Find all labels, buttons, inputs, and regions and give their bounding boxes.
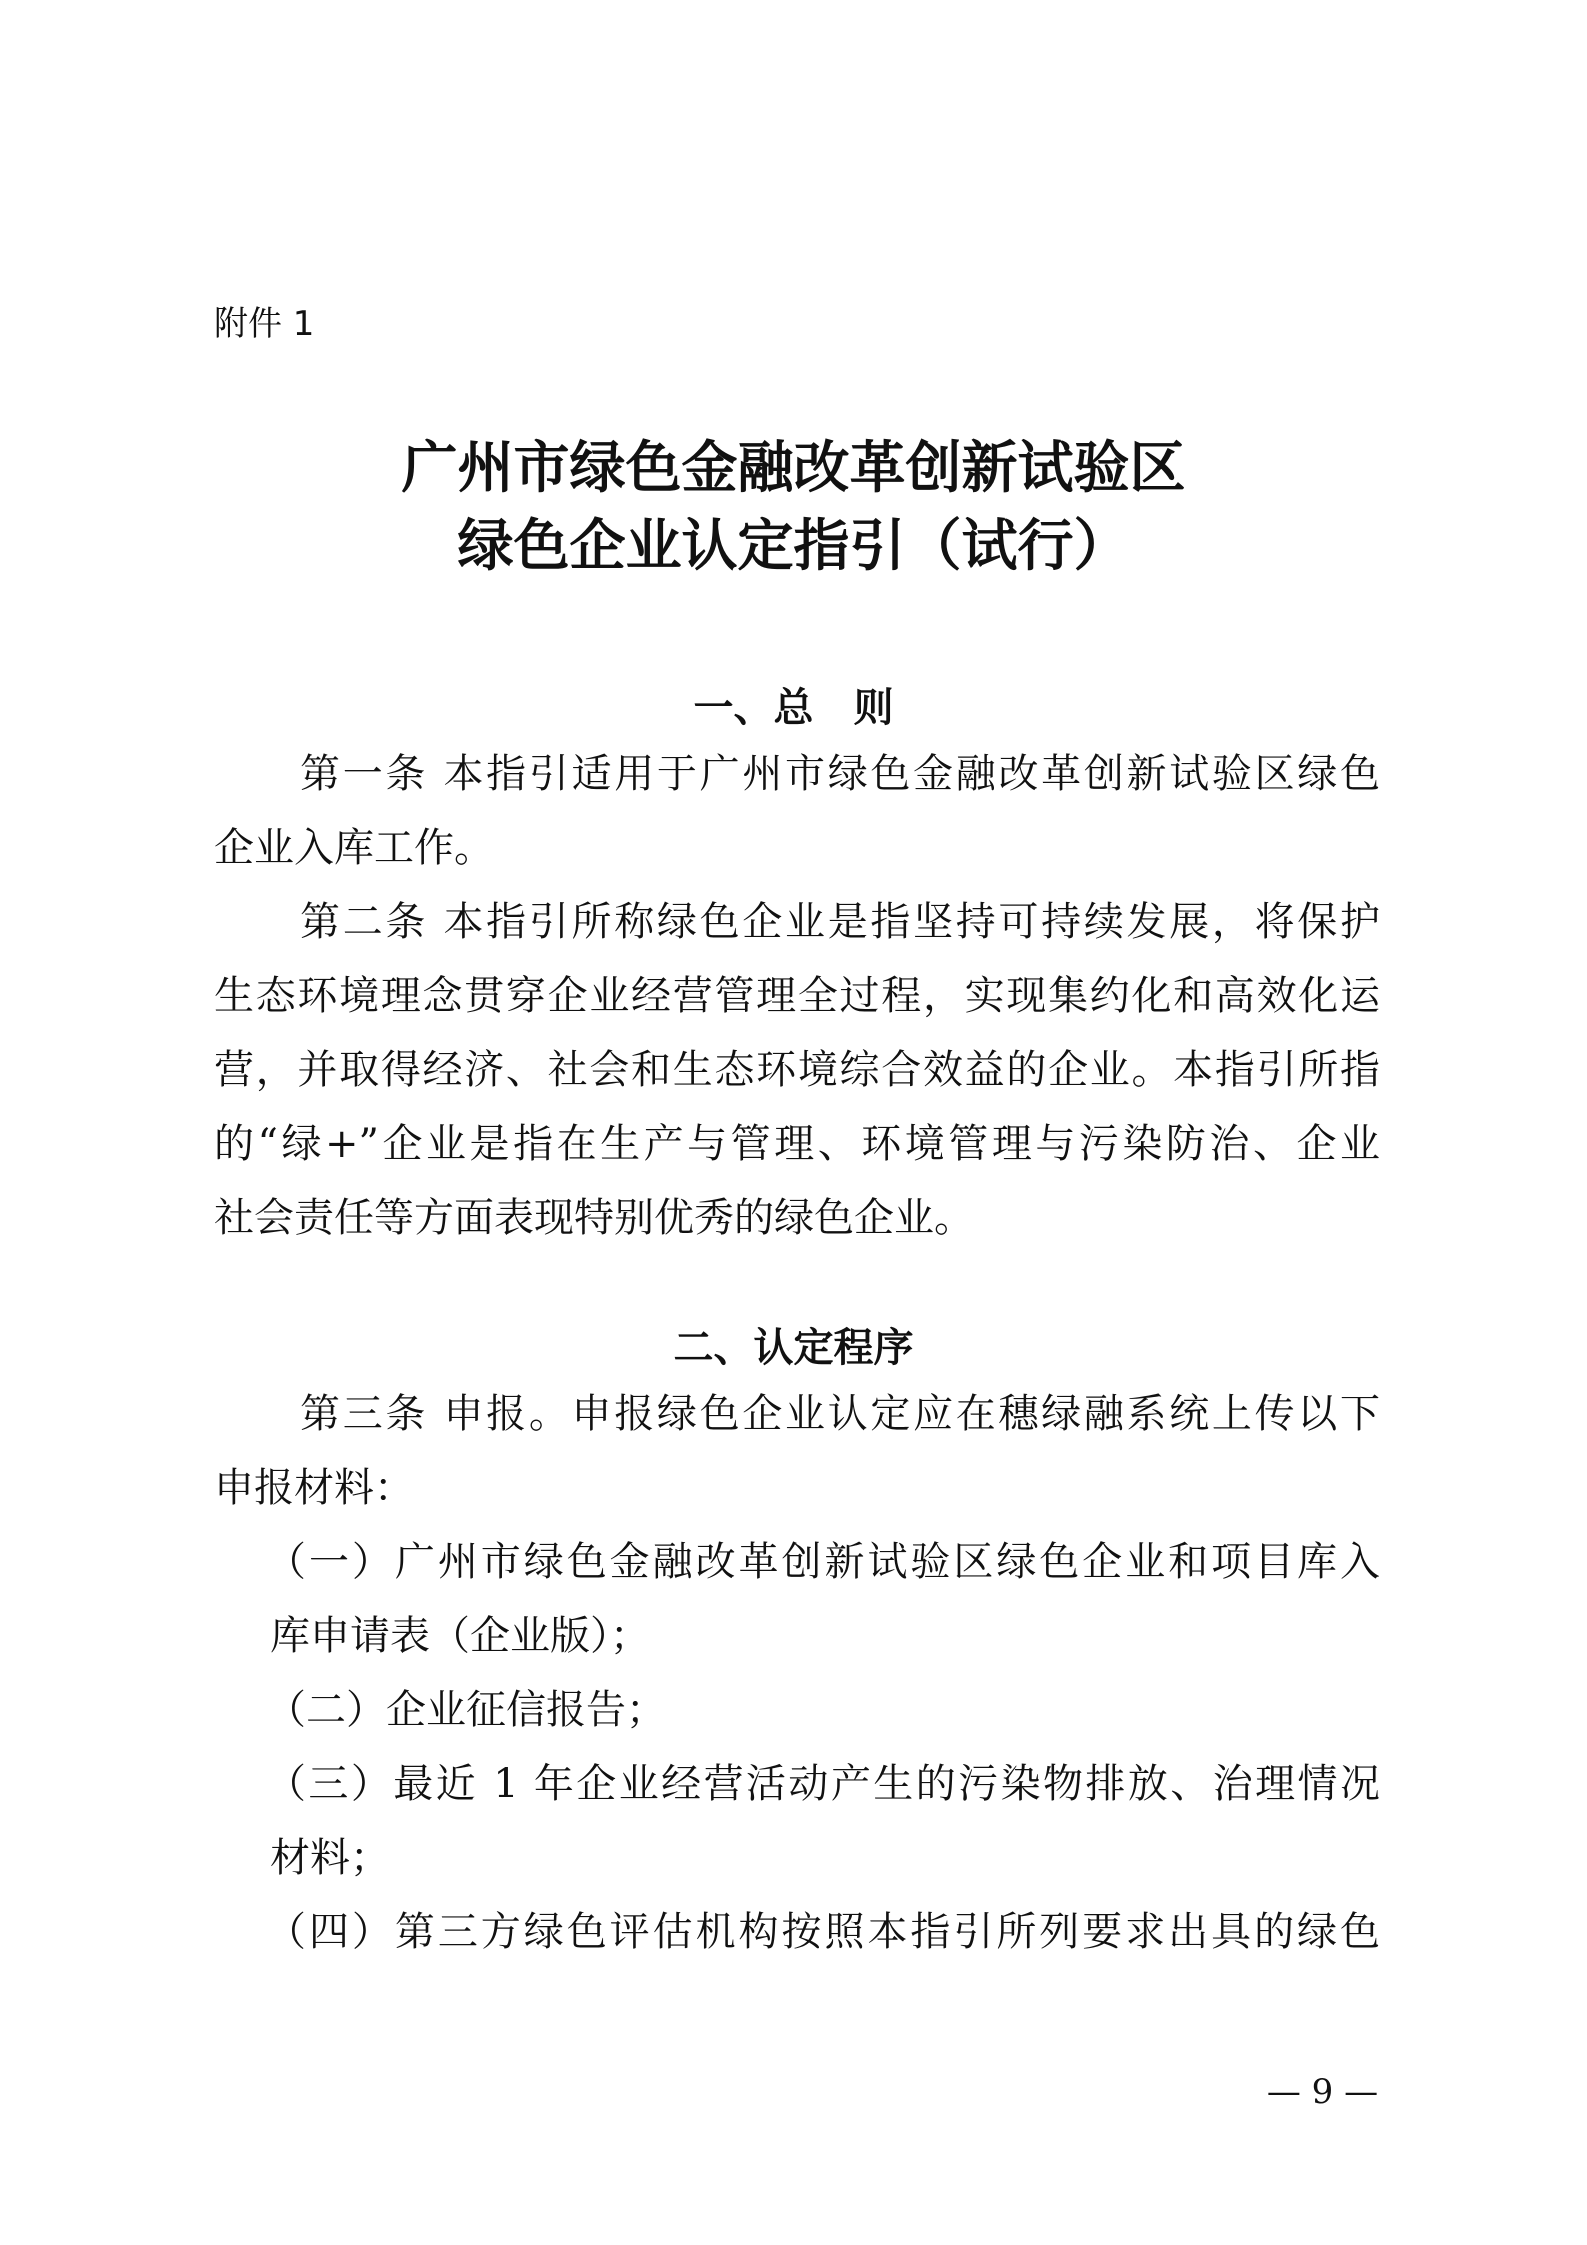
article-2-line-3: 营，并取得经济、社会和生态环境综合效益的企业。本指引所指: [214, 1047, 1380, 1093]
section-heading-procedure: 二、认定程序: [673, 1325, 914, 1371]
item-4-line-1: （四）第三方绿色评估机构按照本指引所列要求出具的绿色: [266, 1909, 1380, 1955]
article-1-line-1: 第一条 本指引适用于广州市绿色金融改革创新试验区绿色: [300, 751, 1380, 797]
article-2-line-5: 社会责任等方面表现特别优秀的绿色企业。: [214, 1195, 974, 1241]
item-1-line-1: （一）广州市绿色金融改革创新试验区绿色企业和项目库入: [266, 1539, 1380, 1585]
item-3-line-1: （三）最近 1 年企业经营活动产生的污染物排放、治理情况: [266, 1761, 1380, 1807]
item-1-line-2: 库申请表（企业版）；: [270, 1613, 650, 1659]
article-2-line-1: 第二条 本指引所称绿色企业是指坚持可持续发展，将保护: [300, 899, 1380, 945]
article-2-line-2: 生态环境理念贯穿企业经营管理全过程，实现集约化和高效化运: [214, 973, 1380, 1019]
document-title-line-1: 广州市绿色金融改革创新试验区: [401, 435, 1186, 501]
article-1-line-2: 企业入库工作。: [214, 825, 494, 871]
document-title-line-2: 绿色企业认定指引（试行）: [457, 513, 1130, 579]
article-2-line-4: 的“绿+”企业是指在生产与管理、环境管理与污染防治、企业: [214, 1121, 1380, 1167]
page-number: — 9 —: [1266, 2072, 1379, 2112]
article-3-line-2: 申报材料：: [214, 1465, 414, 1511]
attachment-label: 附件 1: [214, 304, 315, 344]
item-3-line-2: 材料；: [270, 1835, 390, 1881]
article-3-line-1: 第三条 申报。申报绿色企业认定应在穗绿融系统上传以下: [300, 1391, 1380, 1437]
item-2-line-1: （二）企业征信报告；: [266, 1687, 666, 1733]
section-heading-general: 一、总 则: [693, 685, 894, 731]
